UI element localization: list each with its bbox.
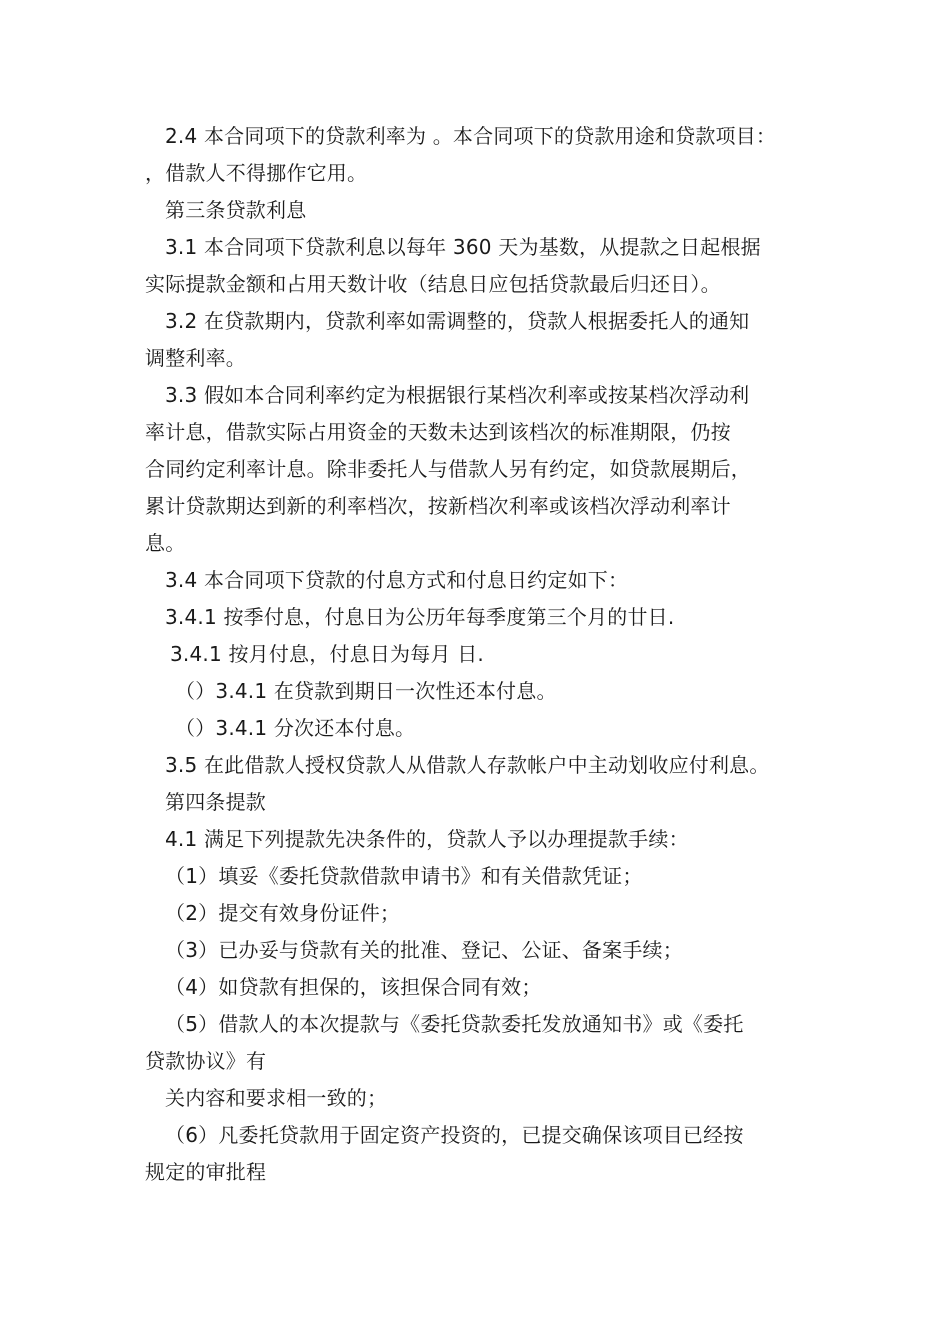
list-item-5-cont-2: 关内容和要求相一致的； xyxy=(165,1086,388,1110)
list-item-6-cont: 规定的审批程 xyxy=(145,1160,267,1184)
list-item-3: （3）已办妥与贷款有关的批准、登记、公证、备案手续； xyxy=(165,938,683,962)
text-line-3-4-1-installments: （）3.4.1 分次还本付息。 xyxy=(175,716,416,740)
list-item-5-cont-1: 贷款协议》有 xyxy=(145,1049,267,1073)
text-line-3-4-1-quarterly: 3.4.1 按季付息，付息日为公历年每季度第三个月的廿日. xyxy=(165,605,675,629)
text-line-3-3-cont-1: 率计息，借款实际占用资金的天数未达到该档次的标准期限，仍按 xyxy=(145,420,731,444)
text-line-3-2: 3.2 在贷款期内，贷款利率如需调整的，贷款人根据委托人的通知 xyxy=(165,309,750,333)
text-line-2-4-cont: ，借款人不得挪作它用。 xyxy=(145,161,368,185)
text-line-3-3-cont-2: 合同约定利率计息。除非委托人与借款人另有约定，如贷款展期后， xyxy=(145,457,751,481)
list-item-2: （2）提交有效身份证件； xyxy=(165,901,401,925)
text-line-3-1-cont: 实际提款金额和占用天数计收（结息日应包括贷款最后归还日）。 xyxy=(145,272,721,296)
list-item-6: （6）凡委托贷款用于固定资产投资的，已提交确保该项目已经按 xyxy=(165,1123,744,1147)
section-heading-article-4: 第四条提款 xyxy=(165,790,266,814)
text-line-3-5: 3.5 在此借款人授权贷款人从借款人存款帐户中主动划收应付利息。 xyxy=(165,753,770,777)
list-item-5: （5）借款人的本次提款与《委托贷款委托发放通知书》或《委托 xyxy=(165,1012,744,1036)
list-item-4: （4）如贷款有担保的，该担保合同有效； xyxy=(165,975,542,999)
text-line-3-4-1-lump-sum: （）3.4.1 在贷款到期日一次性还本付息。 xyxy=(175,679,557,703)
section-heading-article-3: 第三条贷款利息 xyxy=(165,198,307,222)
text-line-3-4: 3.4 本合同项下贷款的付息方式和付息日约定如下： xyxy=(165,568,629,592)
list-item-1: （1）填妥《委托贷款借款申请书》和有关借款凭证； xyxy=(165,864,643,888)
text-line-3-2-cont: 调整利率。 xyxy=(145,346,246,370)
text-line-4-1: 4.1 满足下列提款先决条件的，贷款人予以办理提款手续： xyxy=(165,827,689,851)
text-line-3-3-cont-3: 累计贷款期达到新的利率档次，按新档次利率或该档次浮动利率计 xyxy=(145,494,731,518)
text-line-3-3: 3.3 假如本合同利率约定为根据银行某档次利率或按某档次浮动利 xyxy=(165,383,750,407)
text-line-3-1: 3.1 本合同项下贷款利息以每年 360 天为基数，从提款之日起根据 xyxy=(165,235,761,259)
text-line-3-4-1-monthly: 3.4.1 按月付息，付息日为每月 日. xyxy=(170,642,484,666)
document-body xyxy=(145,118,825,1191)
text-line-3-3-cont-4: 息。 xyxy=(145,531,186,555)
text-line-2-4: 2.4 本合同项下的贷款利率为 。本合同项下的贷款用途和贷款项目： xyxy=(165,124,777,148)
